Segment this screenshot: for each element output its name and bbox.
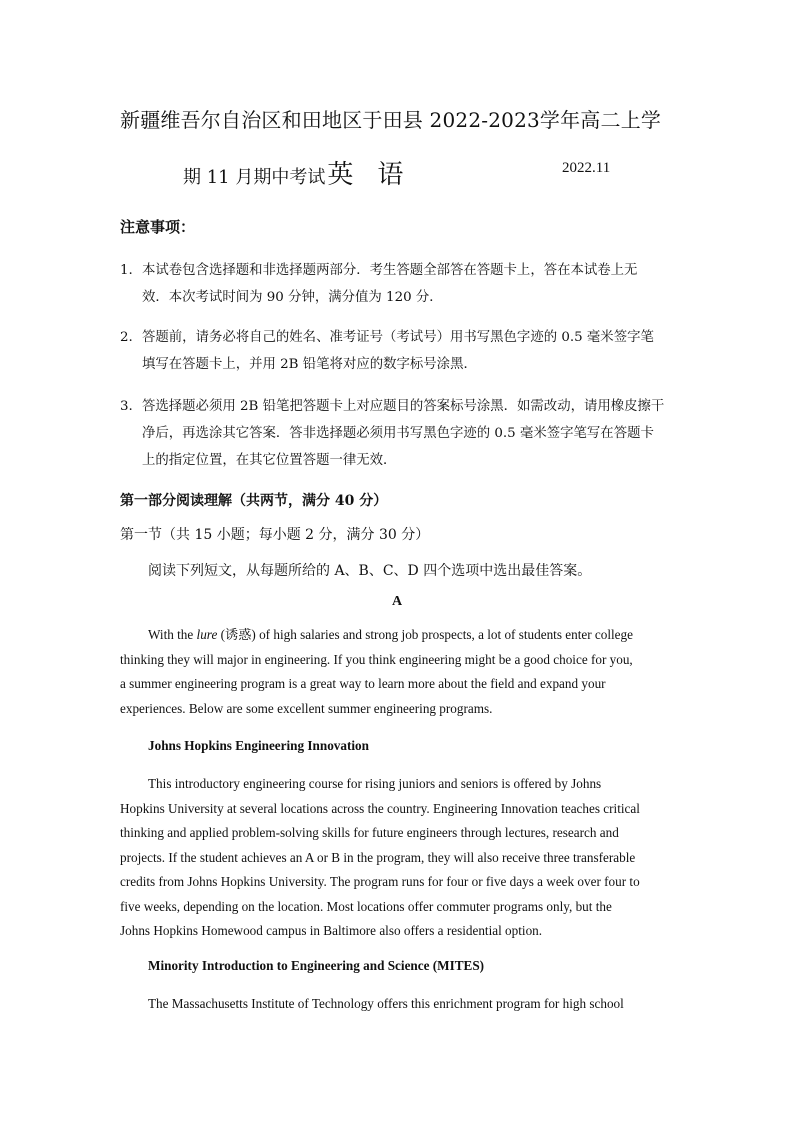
- notice-item-2: [120, 324, 680, 378]
- program2-heading: Minority Introduction to Engineering and Science (MITES): [148, 958, 485, 973]
- passage-line: [120, 623, 680, 648]
- notice-item-number: 1.: [120, 263, 133, 278]
- passage-line: experiences. Below are some excellent summer engineering programs.: [120, 700, 493, 716]
- passage-line: The Massachusetts Institute of Technology offers this enrichment program for high school: [148, 996, 624, 1011]
- passage-line: Hopkins University at several locations across the country. Engineering Innovation teaches critical: [120, 800, 640, 816]
- part1-heading: 第一部分阅读理解（共两节，满分 40 分）: [120, 493, 388, 509]
- notice-item-1: [120, 257, 680, 311]
- notice-item-line: 答选择题必须用 2B 铅笔把答题卡上对应题目的答案标号涂黑．如需改动，请用橡皮擦干: [142, 399, 665, 414]
- exam-title-line1: 新疆维吾尔自治区和田地区于田县 2022-2023学年高二上学: [120, 108, 662, 132]
- passage-line: Johns Hopkins Homewood campus in Baltimore also offers a residential option.: [120, 923, 543, 938]
- program1-body: [120, 772, 680, 944]
- reading-instruction: 阅读下列短文，从每题所给的 A、B、C、D 四个选项中选出最佳答案。: [148, 563, 592, 579]
- program1-heading: Johns Hopkins Engineering Innovation: [148, 738, 369, 753]
- subject-char-2: 语: [377, 160, 406, 190]
- passage-label: A: [392, 594, 403, 609]
- notice-item-line: 填写在答题卡上，并用 2B 铅笔将对应的数字标号涂黑．: [142, 357, 477, 372]
- notice-item-line: 本试卷包含选择题和非选择题两部分．考生答题全部答在答题卡上，答在本试卷上无: [142, 263, 638, 278]
- passage-line: five weeks, depending on the location. Most locations offer commuter programs only, but the: [120, 898, 612, 914]
- italic-word: lure: [196, 627, 218, 642]
- passage-line: thinking and applied problem-solving skills for future engineers through lectures, research and: [120, 825, 619, 840]
- notice-item-line: 效．本次考试时间为 90 分钟，满分值为 120 分．: [142, 290, 443, 305]
- passage-line: a summer engineering program is a great way to learn more about the field and expand your: [120, 676, 606, 691]
- exam-title-prefix: 期 11 月期中考试: [183, 167, 326, 188]
- text-run: With the: [148, 627, 197, 642]
- program2-body: [120, 992, 680, 1017]
- passage-line: projects. If the student achieves an A or B in the program, they will also receive three transferable: [120, 849, 636, 865]
- notice-heading: 注意事项：: [120, 218, 196, 236]
- exam-title-line2: [183, 154, 405, 191]
- exam-subject: [327, 160, 405, 190]
- exam-date: 2022.11: [562, 160, 611, 176]
- notice-item-3: [120, 393, 680, 474]
- passage-line: credits from Johns Hopkins University. The program runs for four or five days a week over four to: [120, 874, 640, 889]
- notice-item-number: 2.: [120, 330, 133, 345]
- passage-line: thinking they will major in engineering. If you think engineering might be a good choice for you,: [120, 651, 633, 667]
- section1-heading: 第一节（共 15 小题；每小题 2 分，满分 30 分）: [120, 527, 430, 543]
- notice-item-line: 净后，再选涂其它答案．答非选择题必须用书写黑色字迹的 0.5 毫米签字笔写在答题卡: [142, 426, 654, 441]
- notice-item-line: 上的指定位置，在其它位置答题一律无效．: [142, 453, 397, 468]
- notice-item-number: 3.: [120, 399, 133, 414]
- text-run: (诱惑) of high salaries and strong job prospects, a lot of students enter college: [217, 627, 633, 642]
- passage-line: This introductory engineering course for rising juniors and seniors is offered by Johns: [148, 776, 602, 791]
- notice-item-line: 答题前，请务必将自己的姓名、准考证号（考试号）用书写黑色字迹的 0.5 毫米签字笔: [142, 330, 654, 345]
- passage-intro: [120, 623, 680, 721]
- subject-char-1: 英: [327, 160, 356, 190]
